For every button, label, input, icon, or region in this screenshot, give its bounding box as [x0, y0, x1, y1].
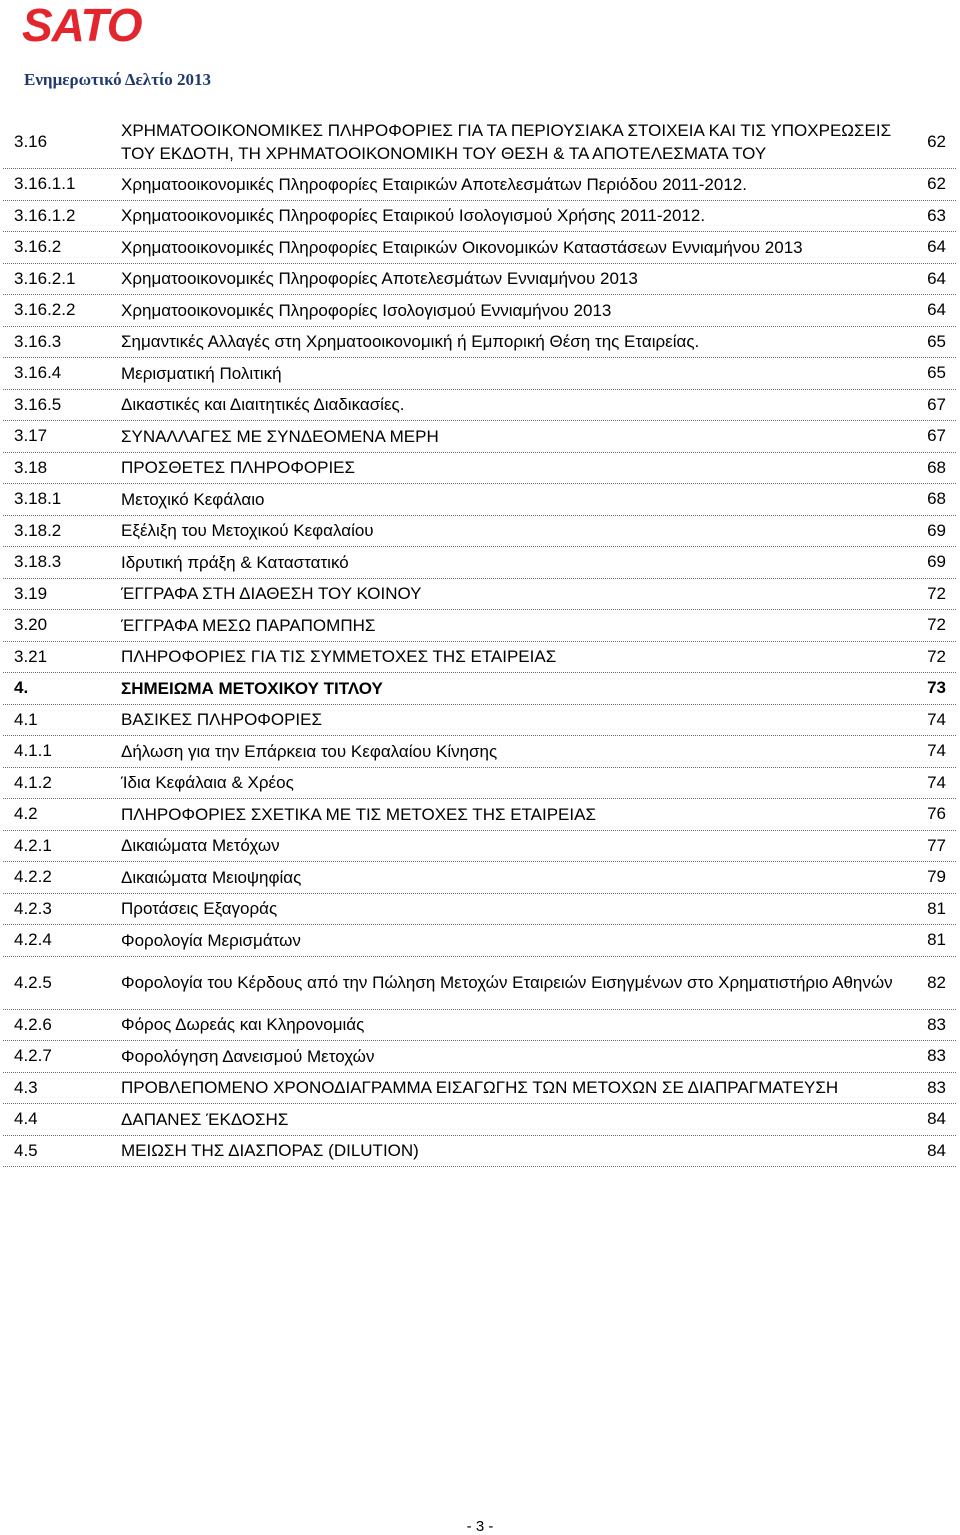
toc-entry-page: 74	[927, 772, 946, 792]
toc-entry-page: 81	[927, 898, 946, 918]
toc-entry[interactable]	[3, 862, 956, 894]
toc-entry-title: ΧΡΗΜΑΤΟΟΙΚΟΝΟΜΙΚΕΣ ΠΛΗΡΟΦΟΡΙΕΣ ΓΙΑ ΤΑ ΠΕΡΙΟΥΣΙΑΚΑ ΣΤΟΙΧΕΙΑ ΚΑΙ ΤΙΣ ΥΠΟΧΡΕΩΣΕΙΣ ΤΟΥ ΕΚΔΟΤΗ, ΤΗ ΧΡΗΜΑΤΟΟΙΚΟΝΟΜΙΚΗ ΤΟΥ ΘΕΣΗ & ΤΑ ΑΠΟΤΕΛΕΣΜΑΤΑ ΤΟΥ	[121, 121, 892, 163]
toc-entry[interactable]	[3, 1073, 956, 1105]
toc-entry-number: 4.1.1	[14, 741, 52, 761]
toc-entry-number: 4.5	[14, 1140, 38, 1160]
toc-entry-title: Δικαιώματα Μειοψηφίας	[121, 867, 302, 887]
toc-entry-title: ΒΑΣΙΚΕΣ ΠΛΗΡΟΦΟΡΙΕΣ	[121, 710, 322, 730]
toc-entry[interactable]	[3, 453, 956, 485]
toc-entry[interactable]	[3, 925, 956, 957]
toc-entry-page: 65	[927, 331, 946, 351]
table-of-contents	[3, 116, 956, 1167]
toc-entry-title: Δήλωση για την Επάρκεια του Κεφαλαίου Κίνησης	[121, 741, 498, 761]
toc-entry-page: 72	[927, 583, 946, 603]
toc-entry[interactable]	[3, 1041, 956, 1073]
toc-entry-number: 4.1.2	[14, 772, 52, 792]
toc-entry-page: 64	[927, 268, 946, 288]
toc-entry-title: ΠΛΗΡΟΦΟΡΙΕΣ ΓΙΑ ΤΙΣ ΣΥΜΜΕΤΟΧΕΣ ΤΗΣ ΕΤΑΙΡΕΙΑΣ	[121, 647, 557, 667]
logo-wordmark: SATO	[22, 2, 142, 46]
toc-entry[interactable]	[3, 390, 956, 422]
toc-entry-title: Σημαντικές Αλλαγές στη Χρηματοοικονομική ή Εμπορική Θέση της Εταιρείας.	[121, 332, 700, 352]
toc-entry-number: 3.16.2.2	[14, 300, 76, 320]
toc-entry-number: 4.2	[14, 804, 38, 824]
toc-entry-page: 67	[927, 426, 946, 446]
toc-entry[interactable]	[3, 831, 956, 863]
toc-entry-number: 3.16.1.1	[14, 174, 76, 194]
toc-entry-title: ΣΗΜΕΙΩΜΑ ΜΕΤΟΧΙΚΟΥ ΤΙΤΛΟΥ	[121, 678, 383, 698]
toc-entry-title: ΠΡΟΣΘΕΤΕΣ ΠΛΗΡΟΦΟΡΙΕΣ	[121, 458, 356, 478]
toc-entry-number: 3.19	[14, 583, 48, 603]
toc-entry[interactable]	[3, 1136, 956, 1168]
toc-entry-title: Φορολογία Μερισμάτων	[121, 930, 301, 950]
toc-entry[interactable]	[3, 169, 956, 201]
toc-entry-number: 3.16	[14, 132, 48, 151]
toc-entry-title: ΣΥΝΑΛΛΑΓΕΣ ΜΕ ΣΥΝΔΕΟΜΕΝΑ ΜΕΡΗ	[121, 426, 439, 446]
toc-entry-page: 83	[927, 1014, 946, 1034]
toc-entry[interactable]	[3, 768, 956, 800]
toc-entry-title: ΈΓΓΡΑΦΑ ΣΤΗ ΔΙΑΘΕΣΗ ΤΟΥ ΚΟΙΝΟΥ	[121, 584, 422, 604]
toc-entry-page: 84	[927, 1140, 946, 1160]
toc-entry[interactable]	[3, 1104, 956, 1136]
toc-entry-page: 68	[927, 489, 946, 509]
toc-entry-number: 3.20	[14, 615, 48, 635]
toc-entry-page: 69	[927, 552, 946, 572]
sato-logo	[22, 2, 146, 46]
toc-entry-title: ΠΡΟΒΛΕΠΟΜΕΝΟ ΧΡΟΝΟΔΙΑΓΡΑΜΜΑ ΕΙΣΑΓΩΓΗΣ ΤΩΝ ΜΕΤΟΧΩΝ ΣΕ ΔΙΑΠΡΑΓΜΑΤΕΥΣΗ	[121, 1078, 839, 1098]
toc-entry[interactable]	[3, 201, 956, 233]
toc-entry-title: Χρηματοοικονομικές Πληροφορίες Αποτελεσμάτων Εννιαμήνου 2013	[121, 269, 638, 289]
toc-entry-page: 73	[927, 678, 946, 698]
toc-entry[interactable]	[3, 295, 956, 327]
toc-entry[interactable]	[3, 358, 956, 390]
toc-entry-number: 3.16.2.1	[14, 268, 76, 288]
toc-entry-number: 4.2.1	[14, 835, 52, 855]
toc-entry-title: Ιδρυτική πράξη & Καταστατικό	[121, 552, 349, 572]
toc-entry-page: 62	[927, 132, 946, 151]
toc-entry-page: 81	[927, 930, 946, 950]
toc-entry-title: Φορολογία του Κέρδους από την Πώληση Μετοχών Εταιρειών Εισηγμένων στο Χρηματιστήριο Αθηνών	[121, 973, 893, 992]
toc-entry-page: 83	[927, 1077, 946, 1097]
toc-entry-title: Μετοχικό Κεφάλαιο	[121, 489, 265, 509]
toc-entry-number: 4.2.5	[14, 972, 52, 992]
toc-entry-title: ΜΕΙΩΣΗ ΤΗΣ ΔΙΑΣΠΟΡΑΣ (DILUTION)	[121, 1141, 419, 1161]
toc-entry-title: ΠΛΗΡΟΦΟΡΙΕΣ ΣΧΕΤΙΚΑ ΜΕ ΤΙΣ ΜΕΤΟΧΕΣ ΤΗΣ ΕΤΑΙΡΕΙΑΣ	[121, 804, 596, 824]
toc-entry-page: 72	[927, 646, 946, 666]
toc-entry[interactable]	[3, 799, 956, 831]
toc-entry-title: Μερισματική Πολιτική	[121, 363, 282, 383]
toc-entry[interactable]	[3, 642, 956, 674]
sato-logo-graphic	[22, 2, 146, 46]
toc-entry-page: 76	[927, 804, 946, 824]
toc-entry[interactable]	[3, 547, 956, 579]
toc-entry-page: 62	[927, 174, 946, 194]
toc-entry-title: Προτάσεις Εξαγοράς	[121, 899, 278, 919]
toc-entry-number: 3.18.3	[14, 552, 62, 572]
toc-entry-page: 74	[927, 709, 946, 729]
toc-entry-title: Χρηματοοικονομικές Πληροφορίες Ισολογισμού Εννιαμήνου 2013	[121, 300, 612, 320]
toc-entry[interactable]	[3, 957, 956, 1010]
toc-entry-page: 69	[927, 520, 946, 540]
toc-entry[interactable]	[3, 673, 956, 705]
toc-entry[interactable]	[3, 1010, 956, 1042]
toc-entry-title: Φορολόγηση Δανεισμού Μετοχών	[121, 1046, 375, 1066]
toc-entry-number: 3.16.4	[14, 363, 62, 383]
toc-entry-number: 4.2.2	[14, 867, 52, 887]
toc-entry[interactable]	[3, 116, 956, 169]
toc-entry[interactable]	[3, 421, 956, 453]
toc-entry-number: 3.18	[14, 457, 48, 477]
toc-entry[interactable]	[3, 736, 956, 768]
toc-entry-title: Χρηματοοικονομικές Πληροφορίες Εταιρικών Οικονομικών Καταστάσεων Εννιαμήνου 2013	[121, 237, 803, 257]
toc-entry-number: 4.3	[14, 1077, 38, 1097]
toc-entry-number: 4.	[14, 678, 29, 698]
toc-entry-number: 4.4	[14, 1109, 38, 1129]
toc-entry-number: 4.2.4	[14, 930, 52, 950]
document-subtitle: Ενημερωτικό Δελτίο 2013	[24, 70, 212, 89]
toc-entry-number: 3.18.2	[14, 520, 62, 540]
toc-entry-number: 3.17	[14, 426, 48, 446]
toc-entry-page: 72	[927, 615, 946, 635]
toc-entry-number: 3.16.3	[14, 331, 62, 351]
toc-entry-page: 77	[927, 835, 946, 855]
toc-entry-title: Εξέλιξη του Μετοχικού Κεφαλαίου	[121, 521, 374, 541]
toc-entry-number: 4.2.6	[14, 1014, 52, 1034]
toc-entry-number: 3.16.5	[14, 394, 62, 414]
toc-entry-title: ΈΓΓΡΑΦΑ ΜΕΣΩ ΠΑΡΑΠΟΜΠΗΣ	[121, 615, 376, 635]
toc-entry[interactable]	[3, 579, 956, 611]
toc-entry-title: Χρηματοοικονομικές Πληροφορίες Εταιρικών Αποτελεσμάτων Περιόδου 2011-2012.	[121, 174, 747, 194]
toc-entry-title: Δικαστικές και Διαιτητικές Διαδικασίες.	[121, 395, 405, 415]
toc-entry-title: Φόρος Δωρεάς και Κληρονομιάς	[121, 1015, 365, 1035]
toc-entry[interactable]	[3, 484, 956, 516]
toc-entry-page: 68	[927, 457, 946, 477]
toc-entry[interactable]	[3, 705, 956, 737]
toc-entry-page: 74	[927, 741, 946, 761]
toc-entry-page: 84	[927, 1109, 946, 1129]
toc-entry-page: 79	[927, 867, 946, 887]
toc-entry-number: 3.16.1.2	[14, 205, 76, 225]
toc-entry-number: 4.2.7	[14, 1046, 52, 1066]
toc-entry[interactable]	[3, 610, 956, 642]
toc-entry-page: 65	[927, 363, 946, 383]
toc-entry-title: Χρηματοοικονομικές Πληροφορίες Εταιρικού Ισολογισμού Χρήσης 2011-2012.	[121, 206, 706, 226]
toc-entry[interactable]	[3, 327, 956, 359]
toc-entry-page: 63	[927, 205, 946, 225]
toc-entry-number: 3.18.1	[14, 489, 62, 509]
page-number: - 3 -	[466, 1518, 494, 1535]
toc-entry-page: 83	[927, 1046, 946, 1066]
toc-entry[interactable]	[3, 264, 956, 296]
toc-entry-page: 67	[927, 394, 946, 414]
toc-entry-number: 4.1	[14, 709, 38, 729]
toc-entry[interactable]	[3, 894, 956, 926]
toc-entry-page: 64	[927, 300, 946, 320]
toc-entry-title: Ίδια Κεφάλαια & Χρέος	[121, 773, 294, 793]
toc-entry-number: 3.16.2	[14, 237, 62, 257]
toc-entry-title: Δικαιώματα Μετόχων	[121, 836, 280, 856]
toc-entry-page: 82	[927, 972, 946, 992]
toc-entry-page: 64	[927, 237, 946, 257]
toc-entry-number: 4.2.3	[14, 898, 52, 918]
toc-entry-number: 3.21	[14, 646, 48, 666]
toc-entry[interactable]	[3, 232, 956, 264]
toc-entry[interactable]	[3, 516, 956, 548]
toc-entry-title: ΔΑΠΑΝΕΣ ΈΚΔΟΣΗΣ	[121, 1109, 289, 1129]
